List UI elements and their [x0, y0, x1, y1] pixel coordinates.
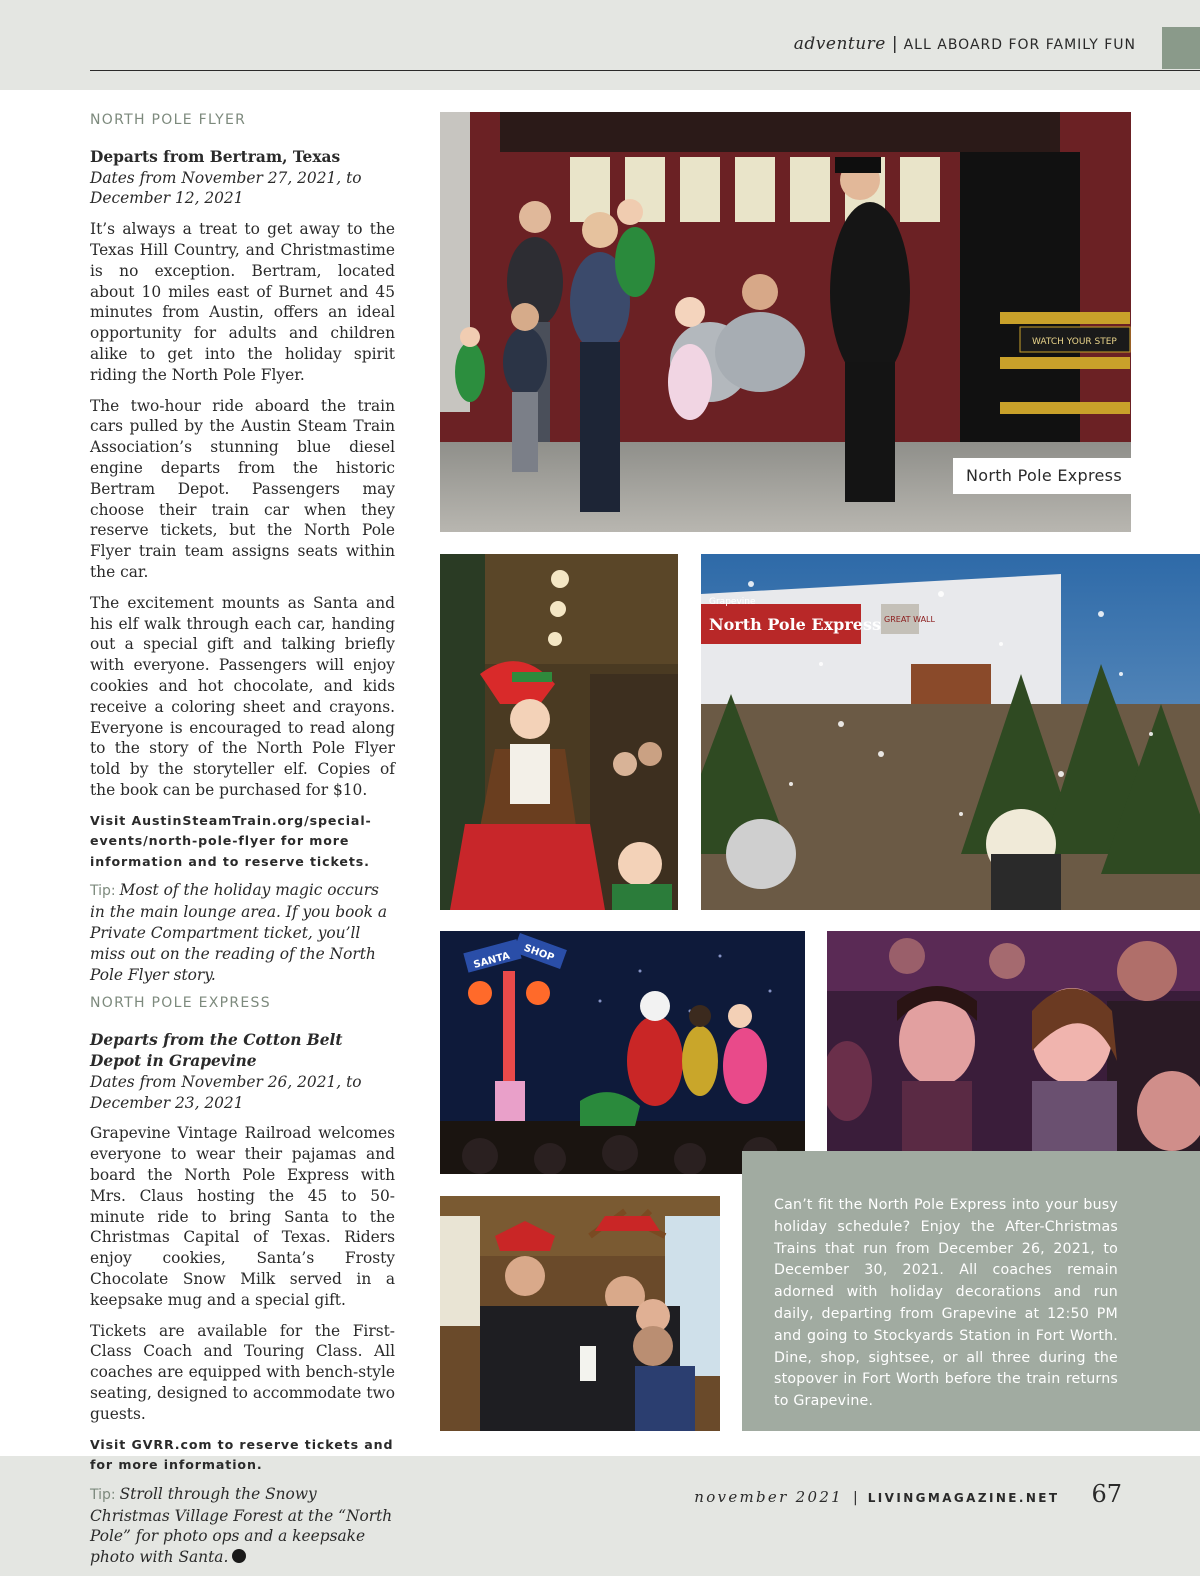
photo-santa-stage: [440, 931, 805, 1174]
flyer-paragraph: The two-hour ride aboard the train cars pulled by the Austin Steam Train Association’s stunning blue diesel engine departs from the historic Bertram Depot. Passengers may choose their train car when they reserve tickets, but the North Pole Flyer train team assigns seats within the car.: [90, 396, 395, 581]
header-title: ALL ABOARD FOR FAMILY FUN: [903, 37, 1136, 53]
wall-sign: GREAT WALL: [884, 615, 935, 624]
express-tip: [90, 1484, 395, 1568]
photo-children-audience: [827, 931, 1200, 1151]
express-paragraph: Tickets are available for the First-Class Coach and Touring Class. All coaches are equipped with bench-style seating, designed to accommodate two guests.: [90, 1321, 395, 1423]
footer-month: november 2021: [694, 1488, 844, 1506]
header-separator: |: [891, 34, 898, 54]
photo-caption: North Pole Express: [966, 466, 1122, 485]
express-paragraph: Grapevine Vintage Railroad welcomes everyone to wear their pajamas and board the North Pole Express with Mrs. Claus hosting the 45 to 50-minute ride to bring Santa to the Christmas Capital of Texas. Riders enjoy cookies, Santa’s Frosty Chocolate Snow Milk served in a keepsake mug and a special gift.: [90, 1124, 395, 1309]
stage-sign-left: SANTA: [472, 950, 512, 971]
express-visit-link[interactable]: Visit GVRR.com to reserve tickets and for more information.: [90, 1436, 394, 1473]
end-of-article-icon: [232, 1549, 246, 1563]
flyer-departs: Departs from Bertram, Texas: [90, 147, 341, 166]
footer-site[interactable]: LIVINGMAGAZINE.NET: [867, 1491, 1060, 1505]
header-rule: [90, 70, 1200, 71]
sidebar-text: Can’t fit the North Pole Express into your busy holiday schedule? Enjoy the After-Christmas Trains that run from December 26, 2021, to December 30, 2021. All coaches remain adorned with holiday decorations and run daily, departing from Grapevine at 12:50 PM and going to Stockyards Station in Fort Worth. Dine, shop, sightsee, or all three during the stopover in Fort Worth before the train returns to Grapevine.: [774, 1197, 1118, 1410]
section-title-express: NORTH POLE EXPRESS: [90, 995, 271, 1012]
flyer-paragraph: The excitement mounts as Santa and his elf walk through each car, handing out a special gift and talking briefly with everyone. Passengers will enjoy cookies and hot chocolate, and kids receive a coloring sheet and crayons. Everyone is encouraged to read along to the story of the North Pole Flyer told by the storyteller elf. Copies of the book can be purchased for $10.: [90, 593, 395, 799]
village-sign-top: Grapevine: [709, 597, 756, 607]
article-column: [90, 110, 395, 1576]
running-header: [794, 34, 1136, 54]
flyer-visit-link[interactable]: Visit AustinSteamTrain.org/special-events/north-pole-flyer for more information and to reserve tickets.: [90, 812, 372, 869]
express-tip-text: Stroll through the Snowy Christmas Village Forest at the “North Pole” for photo ops and a keepsake photo with Santa.: [90, 1484, 393, 1567]
depot-step-sign: WATCH YOUR STEP: [1032, 337, 1117, 347]
flyer-tip: [90, 880, 395, 985]
flyer-tip-text: Most of the holiday magic occurs in the main lounge area. If you book a Private Compartment ticket, you’ll miss out on the reading of the North Pole Flyer story.: [90, 881, 387, 984]
photo-elf-in-train-car: [440, 554, 678, 910]
footer-separator: |: [853, 1490, 858, 1506]
flyer-paragraph: It’s always a treat to get away to the Texas Hill Country, and Christmastime is no exception. Bertram, located about 10 miles east of Burnet and 45 minutes from Austin, offers an ideal opportunity for adults and children alike to get into the holiday spirit riding the North Pole Flyer.: [90, 220, 395, 384]
express-dates: Dates from November 26, 2021, to December 23, 2021: [90, 1072, 362, 1112]
section-title-flyer: NORTH POLE FLYER: [90, 112, 247, 128]
page-number: 67: [1091, 1480, 1122, 1508]
header-color-tab: [1162, 27, 1200, 69]
photo-snowy-village: [701, 554, 1200, 910]
tip-label: Tip:: [90, 1486, 116, 1503]
village-sign: North Pole Express: [709, 615, 881, 634]
express-departs: Departs from the Cotton Belt Depot in Grapevine: [90, 1031, 343, 1071]
tip-label: Tip:: [90, 883, 116, 900]
flyer-dates: Dates from November 27, 2021, to December 12, 2021: [90, 168, 362, 208]
photo-family-in-coach: [440, 1196, 720, 1431]
stage-sign-right: SHOP: [522, 942, 556, 964]
header-section: adventure: [793, 34, 886, 54]
page-footer: [694, 1480, 1122, 1508]
